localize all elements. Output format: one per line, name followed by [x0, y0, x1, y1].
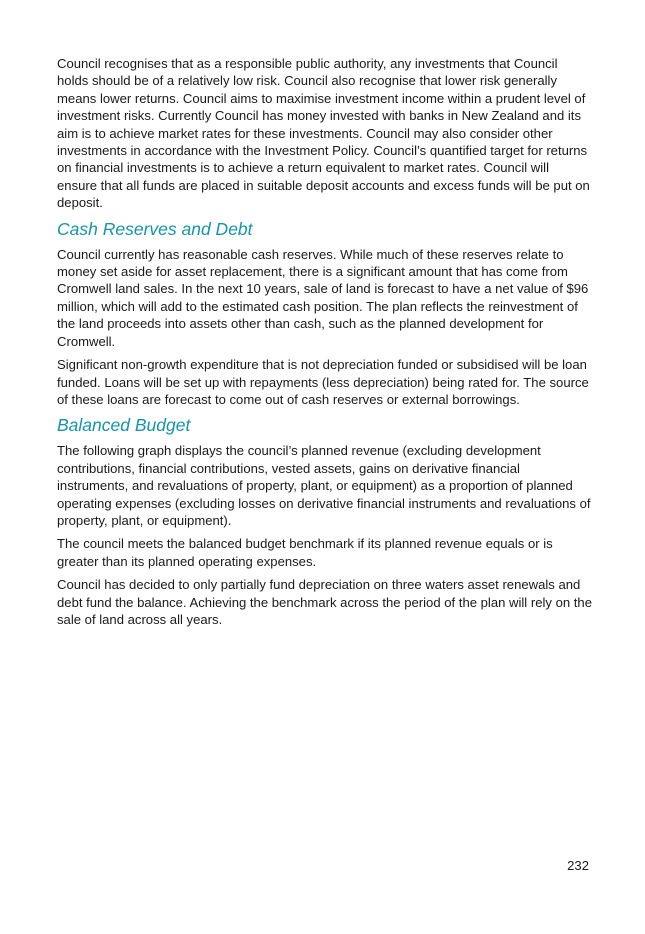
intro-paragraph: Council recognises that as a responsible public authority, any investments that Council holds should be of a relatively low risk. Council also recognise that lower risk generally means lower returns. Council aims to maximise investment income within a prudent level of investment risks. Currently Council has money invested with banks in New Zealand and its aim is to achieve market rates for these investments. Council may also consider other investments in accordance with the Investment Policy. Council’s quantified target for returns on financial investments is to achieve a return equivalent to market rates. Council will ensure that all funds are placed in suitable deposit accounts and excess funds will be put on deposit.: [57, 56, 590, 211]
page-number: 232: [567, 858, 589, 873]
balanced-budget-heading: Balanced Budget: [57, 415, 191, 436]
cash-reserves-paragraph-2: Significant non-growth expenditure that is not depreciation funded or subsidised will be loan funded. Loans will be set up with repayments (less depreciation) being rated for. The source of these loans are forecast to come out of cash reserves or external borrowings.: [57, 357, 589, 407]
document-body: [57, 55, 592, 634]
cash-reserves-heading: Cash Reserves and Debt: [57, 218, 253, 239]
balanced-budget-paragraph-1: The following graph displays the council’s planned revenue (excluding development contributions, financial contributions, vested assets, gains on derivative financial instruments, and revaluations of property, plant, or equipment) as a proportion of planned operating expenses (excluding losses on derivative financial instruments and revaluations of property, plant, or equipment).: [57, 443, 591, 528]
balanced-budget-paragraph-3: Council has decided to only partially fund depreciation on three waters asset renewals and debt fund the balance. Achieving the benchmark across the period of the plan will rely on the sale of land across all years.: [57, 577, 592, 627]
balanced-budget-paragraph-2: The council meets the balanced budget benchmark if its planned revenue equals or is greater than its planned operating expenses.: [57, 536, 553, 569]
cash-reserves-paragraph-1: Council currently has reasonable cash reserves. While much of these reserves relate to money set aside for asset replacement, there is a significant amount that has come from Cromwell land sales. In the next 10 years, sale of land is forecast to have a net value of $96 million, which will add to the estimated cash position. The plan reflects the reinvestment of the land proceeds into assets other than cash, such as the planned development for Cromwell.: [57, 246, 589, 349]
